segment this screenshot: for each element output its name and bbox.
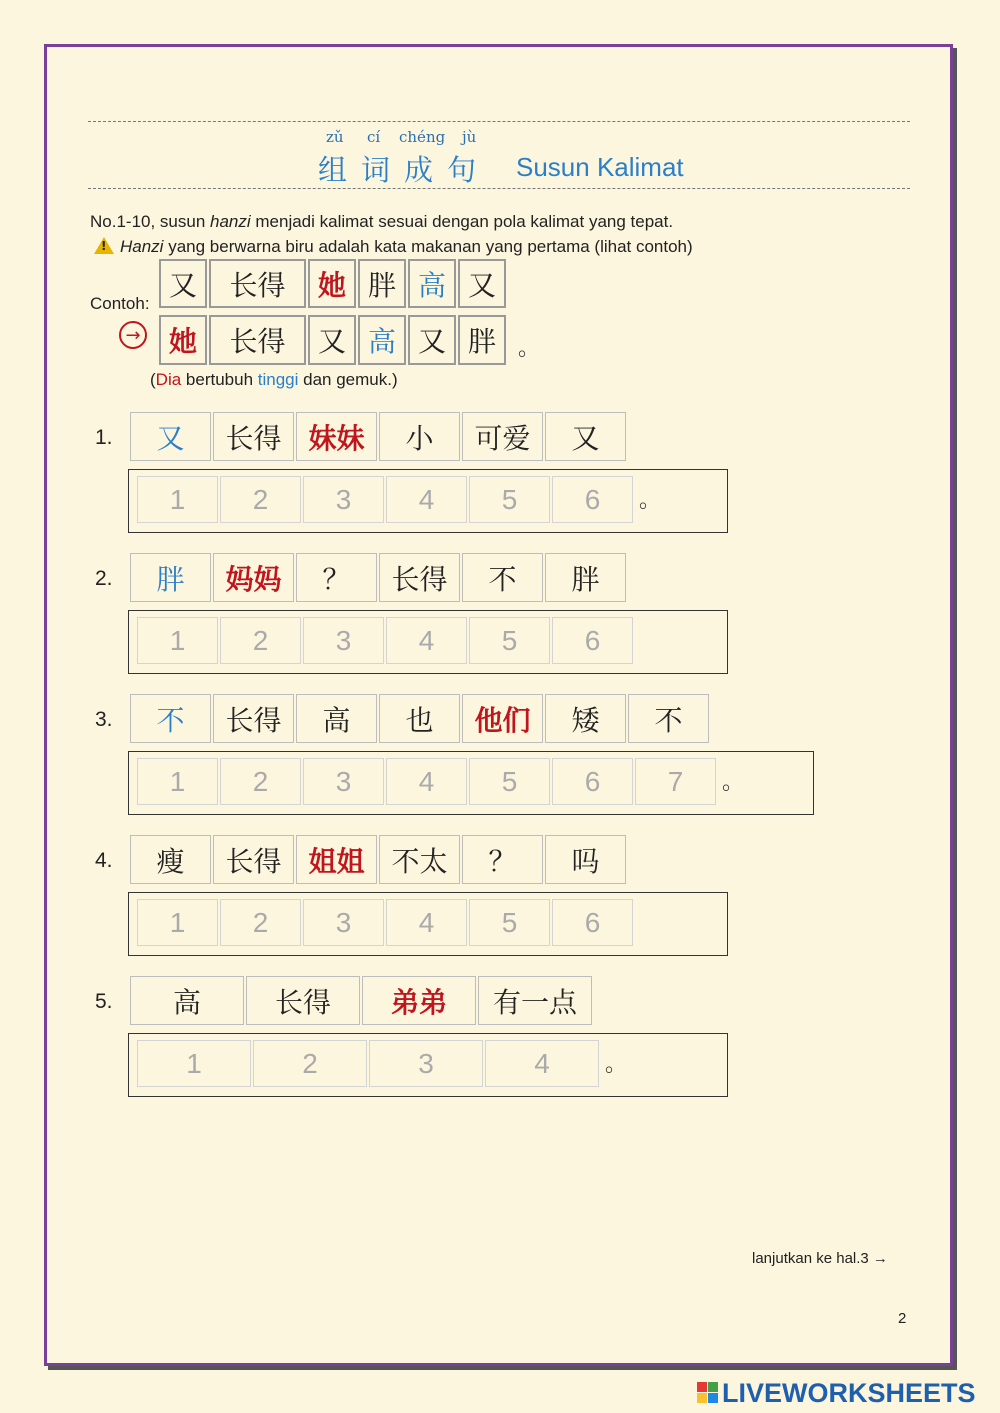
word-tile[interactable]: 矮 [545, 694, 626, 743]
word-tile[interactable]: 他们 [462, 694, 543, 743]
example-word-tile[interactable]: 胖 [358, 259, 406, 308]
word-tile[interactable]: 姐姐 [296, 835, 377, 884]
word-tile[interactable]: 不 [130, 694, 211, 743]
word-tile[interactable]: 又 [130, 412, 211, 461]
word-tile[interactable]: 又 [545, 412, 626, 461]
word-tile[interactable]: 瘦 [130, 835, 211, 884]
continue-note: lanjutkan ke hal.3 → [752, 1250, 888, 1267]
instruction-text: No.1-10, susun [90, 212, 211, 231]
instruction-emphasis: hanzi [210, 212, 251, 231]
instruction-line-2 [94, 237, 693, 257]
answer-slot[interactable]: 3 [303, 476, 384, 523]
example-answer-tile[interactable]: 她 [159, 315, 207, 365]
answer-slot[interactable]: 4 [386, 899, 467, 946]
logo-text: LIVEWORKSHEETS [722, 1378, 976, 1408]
sentence-period: 。 [605, 1052, 628, 1077]
word-tile[interactable]: 长得 [213, 412, 294, 461]
word-tile[interactable]: ？ [296, 553, 377, 602]
note-text: dan gemuk.) [298, 370, 398, 389]
warning-icon [94, 237, 114, 254]
example-word-tile[interactable]: 又 [159, 259, 207, 308]
answer-slot[interactable]: 2 [220, 899, 301, 946]
answer-slot[interactable]: 2 [220, 758, 301, 805]
answer-slot[interactable]: 6 [552, 617, 633, 664]
word-tile[interactable]: 长得 [379, 553, 460, 602]
example-period: 。 [518, 336, 541, 361]
pinyin-ci: cí [367, 128, 381, 146]
answer-slot[interactable]: 7 [635, 758, 716, 805]
word-tile[interactable]: 长得 [213, 835, 294, 884]
answer-slot[interactable]: 4 [386, 758, 467, 805]
answer-slot[interactable]: 6 [552, 899, 633, 946]
sentence-period: 。 [639, 488, 662, 513]
word-tile[interactable]: 长得 [246, 976, 360, 1025]
word-tile[interactable]: 长得 [213, 694, 294, 743]
question-number: 2. [95, 567, 113, 590]
answer-slot[interactable]: 6 [552, 476, 633, 523]
question-number: 3. [95, 708, 113, 731]
instruction-text: yang berwarna biru adalah kata makanan yang pertama (lihat contoh) [163, 237, 693, 256]
word-tile[interactable]: 高 [130, 976, 244, 1025]
word-tile[interactable]: 可爱 [462, 412, 543, 461]
instruction-text: menjadi kalimat sesuai dengan pola kalimat yang tepat. [250, 212, 674, 231]
word-tile[interactable]: 不 [628, 694, 709, 743]
example-word-tile[interactable]: 长得 [209, 259, 306, 308]
logo-mark-icon [697, 1382, 719, 1404]
instruction-emphasis: Hanzi [120, 237, 164, 256]
example-word-tile[interactable]: 又 [458, 259, 506, 308]
word-tile[interactable]: 小 [379, 412, 460, 461]
answer-slot[interactable]: 3 [303, 617, 384, 664]
pinyin-zu: zǔ [326, 128, 344, 146]
word-tile[interactable]: 高 [296, 694, 377, 743]
answer-slot[interactable]: 5 [469, 476, 550, 523]
question-number: 1. [95, 426, 113, 449]
top-divider [88, 121, 910, 122]
word-tile[interactable]: 不 [462, 553, 543, 602]
instruction-line-1 [90, 212, 673, 232]
answer-slot[interactable]: 2 [220, 617, 301, 664]
answer-slot[interactable]: 3 [303, 899, 384, 946]
answer-slot[interactable]: 1 [137, 476, 218, 523]
note-blue-word: tinggi [257, 370, 299, 389]
answer-slot[interactable]: 5 [469, 758, 550, 805]
bottom-divider [88, 188, 910, 189]
answer-slot[interactable]: 1 [137, 617, 218, 664]
example-word-tile[interactable]: 高 [408, 259, 456, 308]
word-tile[interactable]: 弟弟 [362, 976, 476, 1025]
answer-slot[interactable]: 1 [137, 899, 218, 946]
answer-slot[interactable]: 2 [220, 476, 301, 523]
word-tile[interactable]: ？ [462, 835, 543, 884]
title-indonesian: Susun Kalimat [516, 152, 684, 182]
pinyin-cheng: chéng [399, 128, 446, 146]
note-text: ( [150, 370, 156, 389]
note-red-word: Dia [155, 370, 182, 389]
liveworksheets-logo [697, 1378, 976, 1409]
answer-slot[interactable]: 4 [386, 617, 467, 664]
word-tile[interactable]: 妈妈 [213, 553, 294, 602]
word-tile[interactable]: 有一点 [478, 976, 592, 1025]
page-number: 2 [898, 1310, 907, 1327]
example-answer-tile[interactable]: 高 [358, 315, 406, 365]
answer-slot[interactable]: 5 [469, 617, 550, 664]
example-answer-tile[interactable]: 胖 [458, 315, 506, 365]
word-tile[interactable]: 吗 [545, 835, 626, 884]
answer-slot[interactable]: 1 [137, 1040, 251, 1087]
answer-slot[interactable]: 3 [369, 1040, 483, 1087]
arrow-circle-icon: → [119, 321, 147, 349]
pinyin-ju: jù [462, 128, 477, 146]
answer-slot[interactable]: 1 [137, 758, 218, 805]
answer-slot[interactable]: 3 [303, 758, 384, 805]
answer-slot[interactable]: 2 [253, 1040, 367, 1087]
example-label: Contoh: [90, 294, 150, 313]
word-tile[interactable]: 胖 [130, 553, 211, 602]
word-tile[interactable]: 妹妹 [296, 412, 377, 461]
answer-slot[interactable]: 5 [469, 899, 550, 946]
example-word-tile[interactable]: 她 [308, 259, 356, 308]
example-answer-tile[interactable]: 又 [408, 315, 456, 365]
word-tile[interactable]: 也 [379, 694, 460, 743]
title-chinese: 组词成句 [318, 153, 491, 187]
sentence-period: 。 [722, 770, 745, 795]
word-tile[interactable]: 不太 [379, 835, 460, 884]
example-answer-tile[interactable]: 又 [308, 315, 356, 365]
word-tile[interactable]: 胖 [545, 553, 626, 602]
question-number: 5. [95, 990, 113, 1013]
note-text: bertubuh [181, 370, 258, 389]
question-number: 4. [95, 849, 113, 872]
example-answer-tile[interactable]: 长得 [209, 315, 306, 365]
example-translation [150, 370, 398, 390]
answer-slot[interactable]: 4 [485, 1040, 599, 1087]
answer-slot[interactable]: 6 [552, 758, 633, 805]
answer-slot[interactable]: 4 [386, 476, 467, 523]
